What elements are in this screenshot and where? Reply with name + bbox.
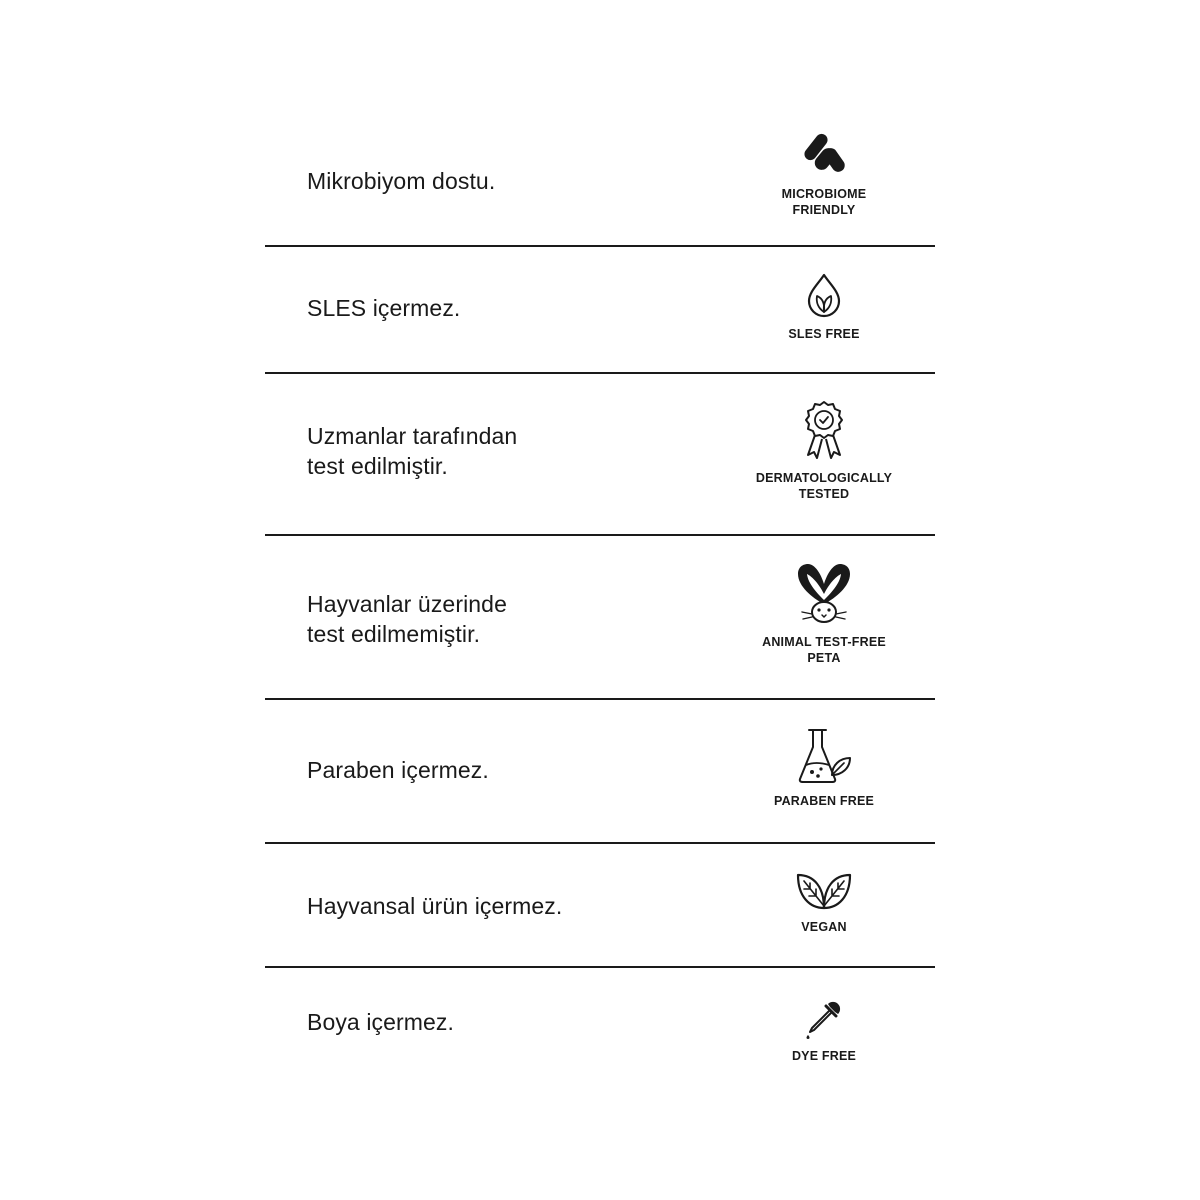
award-ribbon-icon xyxy=(802,400,846,462)
microbiome-icon xyxy=(799,128,849,178)
badge-label: VEGAN xyxy=(801,920,847,934)
badge-dermatology xyxy=(724,400,924,502)
row-divider xyxy=(265,966,935,968)
badge-label: PARABEN FREE xyxy=(773,794,875,808)
feature-text: Mikrobiyom dostu. xyxy=(307,168,496,194)
bunny-heart-icon xyxy=(794,562,854,626)
badge-label: DYE FREE xyxy=(791,1049,857,1063)
badge-paraben xyxy=(724,727,924,809)
row-divider xyxy=(265,698,935,700)
badge-label: MICROBIOME FRIENDLY xyxy=(781,187,867,217)
feature-text: Uzmanlar tarafından test edilmiştir. xyxy=(307,423,518,479)
row-divider xyxy=(265,372,935,374)
feature-text: SLES içermez. xyxy=(307,295,461,321)
badge-vegan xyxy=(724,871,924,935)
feature-list xyxy=(265,0,935,1200)
drop-leaf-icon xyxy=(804,272,844,318)
row-divider xyxy=(265,534,935,536)
badge-sles xyxy=(724,272,924,342)
leaves-icon xyxy=(796,871,852,911)
feature-text: Hayvansal ürün içermez. xyxy=(307,893,563,919)
flask-leaf-icon xyxy=(796,727,852,785)
badge-label: DERMATOLOGICALLY TESTED xyxy=(755,471,893,501)
badge-dye xyxy=(724,994,924,1064)
badge-label: ANIMAL TEST-FREE PETA xyxy=(762,635,886,665)
badge-label: SLES FREE xyxy=(788,327,860,341)
badge-microbiome xyxy=(724,128,924,218)
feature-text: Boya içermez. xyxy=(307,1009,455,1035)
badge-animal-test-free xyxy=(724,562,924,666)
feature-text: Hayvanlar üzerinde test edilmemiştir. xyxy=(307,591,507,647)
dropper-icon xyxy=(802,994,846,1040)
feature-text: Paraben içermez. xyxy=(307,757,489,783)
row-divider xyxy=(265,245,935,247)
row-divider xyxy=(265,842,935,844)
